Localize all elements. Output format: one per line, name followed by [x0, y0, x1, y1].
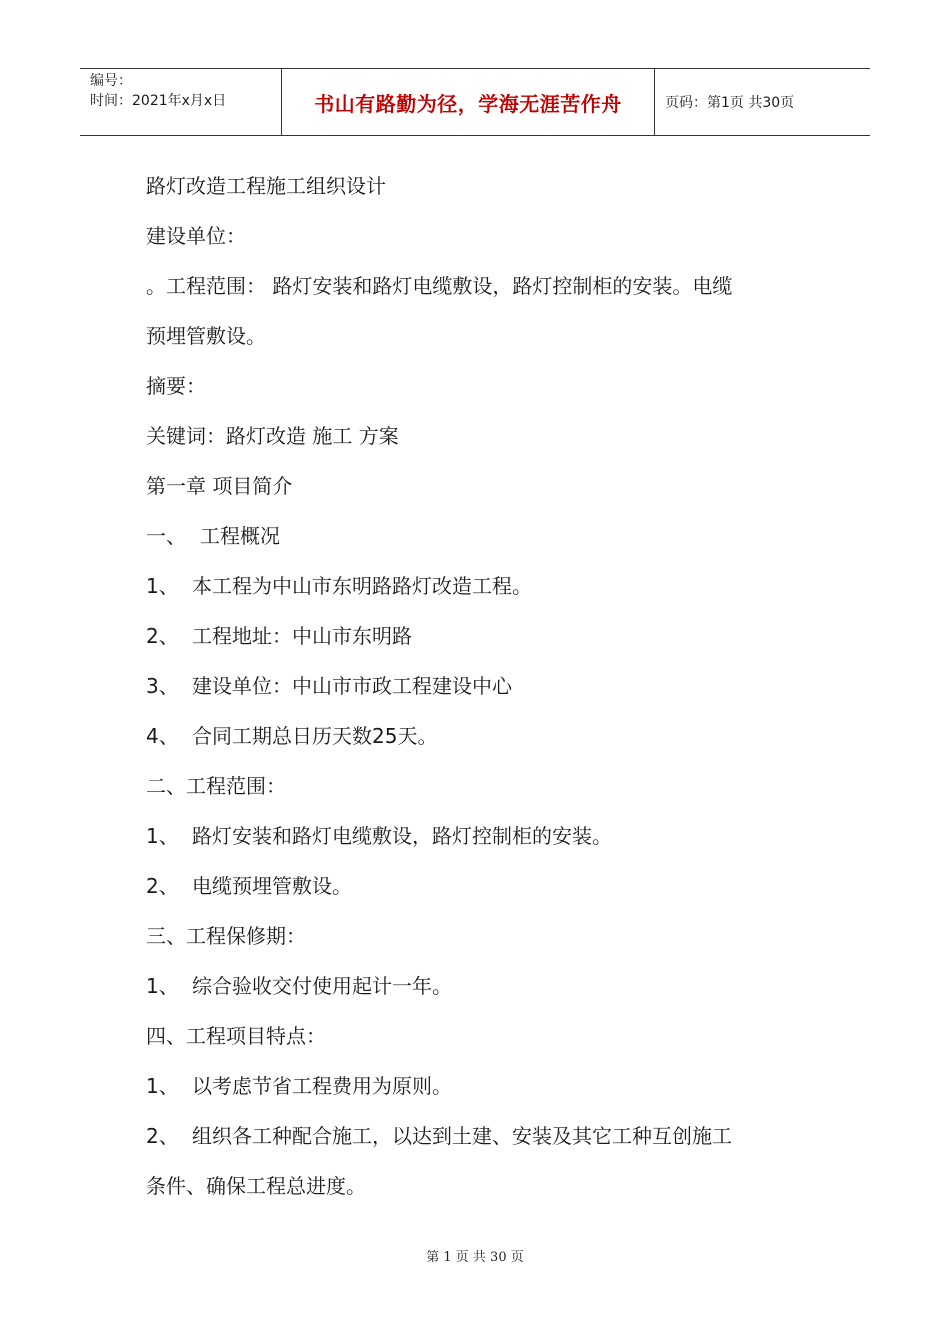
- item-text: 工程地址：中山市东明路: [192, 624, 412, 648]
- list-item: [146, 661, 826, 711]
- page-info: 页码：第1页 共30页: [665, 95, 795, 111]
- keywords-line: 关键词：路灯改造 施工 方案: [146, 424, 399, 448]
- list-item: [146, 811, 826, 861]
- section-heading-4: 四、工程项目特点：: [146, 1024, 326, 1048]
- item-text: 本工程为中山市东明路路灯改造工程。: [192, 574, 532, 598]
- item-number: 2、: [146, 874, 179, 898]
- builder-line: 建设单位：: [146, 224, 246, 248]
- list-item: [146, 611, 826, 661]
- motto-text: 书山有路勤为径，学海无涯苦作舟: [314, 91, 622, 116]
- item-text: 组织各工种配合施工，以达到土建、安装及其它工种互创施工: [192, 1124, 732, 1148]
- section-number: 一、: [146, 524, 186, 548]
- header-motto-cell: [282, 69, 655, 135]
- item-number: 1、: [146, 1074, 179, 1098]
- item-text: 综合验收交付使用起计一年。: [192, 974, 452, 998]
- item-text: 以考虑节省工程费用为原则。: [192, 1074, 452, 1098]
- document-body: [146, 161, 826, 1211]
- item-text: 路灯安装和路灯电缆敷设，路灯控制柜的安装。: [192, 824, 612, 848]
- time-label: 时间：2021年x月x日: [90, 93, 227, 109]
- item-text: 合同工期总日历天数25天。: [192, 724, 438, 748]
- list-item: [146, 711, 826, 761]
- chapter-heading: 第一章 项目简介: [146, 474, 293, 498]
- item-number: 1、: [146, 824, 179, 848]
- item-number: 2、: [146, 624, 179, 648]
- abstract-line: 摘要：: [146, 374, 206, 398]
- item-number: 1、: [146, 974, 179, 998]
- section-heading-3: 三、工程保修期：: [146, 924, 306, 948]
- item-text: 电缆预埋管敷设。: [192, 874, 352, 898]
- list-item: [146, 1061, 826, 1111]
- item-number: 3、: [146, 674, 179, 698]
- page-footer: 第 1 页 共 30 页: [426, 1250, 524, 1265]
- number-label: 编号：: [90, 73, 132, 89]
- item-text: 建设单位：中山市市政工程建设中心: [192, 674, 512, 698]
- list-item: [146, 861, 826, 911]
- header-page-info-cell: [655, 69, 870, 135]
- list-item-continuation: 条件、确保工程总进度。: [146, 1174, 366, 1198]
- item-number: 4、: [146, 724, 179, 748]
- scope-line-2: 预埋管敷设。: [146, 324, 266, 348]
- document-title: 路灯改造工程施工组织设计: [146, 174, 386, 198]
- section-heading-2: 二、工程范围：: [146, 774, 286, 798]
- page-header: [80, 68, 870, 136]
- list-item: [146, 961, 826, 1011]
- header-meta: [80, 69, 282, 135]
- item-number: 1、: [146, 574, 179, 598]
- item-number: 2、: [146, 1124, 179, 1148]
- scope-line-1: 。工程范围： 路灯安装和路灯电缆敷设，路灯控制柜的安装。电缆: [146, 274, 733, 298]
- section-title: 工程概况: [200, 524, 280, 548]
- section-heading-1: [146, 511, 826, 561]
- list-item: [146, 561, 826, 611]
- list-item: [146, 1111, 826, 1161]
